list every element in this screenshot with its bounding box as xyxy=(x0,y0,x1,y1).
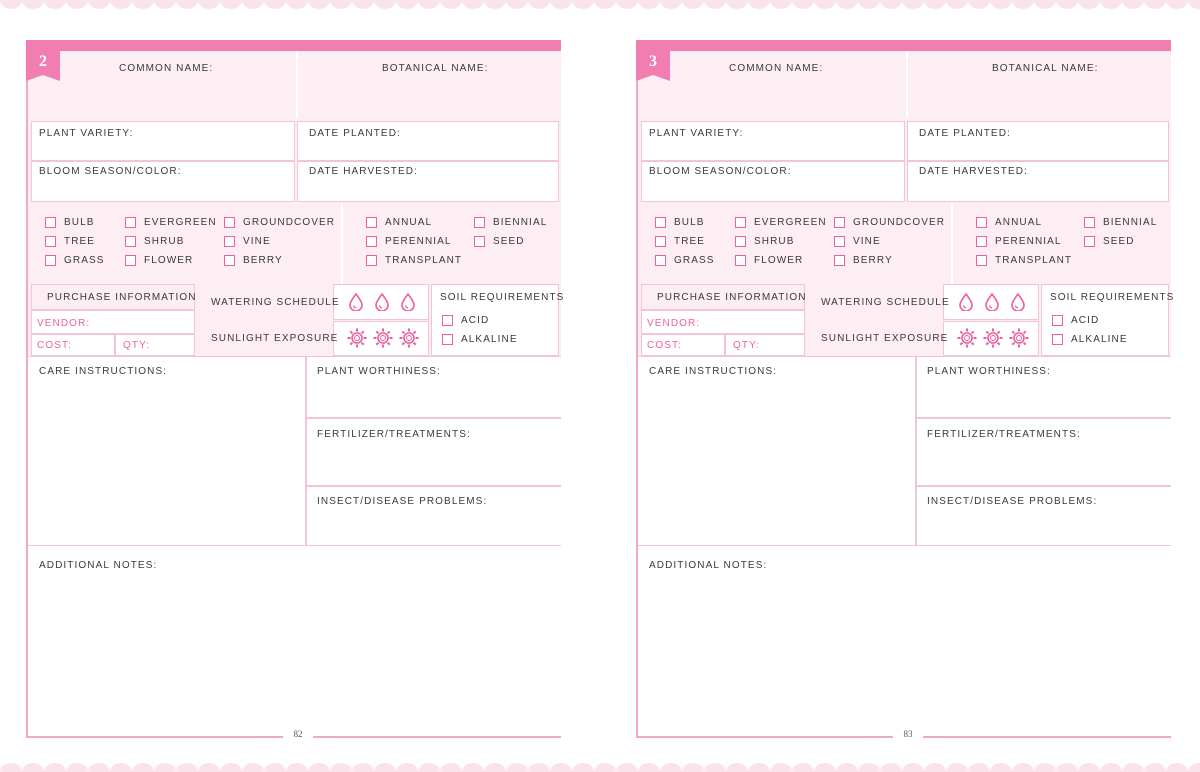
scallop-shape xyxy=(550,0,572,9)
checkbox-label-berry: BERRY xyxy=(853,255,893,266)
scallop-shape xyxy=(748,763,770,772)
botanical-name-label: BOTANICAL NAME: xyxy=(992,63,1099,74)
checkbox-label-biennial: BIENNIAL xyxy=(493,217,548,228)
scallop-shape xyxy=(792,763,814,772)
checkbox-flower[interactable] xyxy=(125,255,136,266)
cost-label: COST: xyxy=(37,340,72,351)
checkbox-shrub[interactable] xyxy=(125,236,136,247)
care-instructions-label: CARE INSTRUCTIONS: xyxy=(649,366,778,377)
scallop-shape xyxy=(1012,763,1034,772)
scallop-shape xyxy=(132,763,154,772)
checkbox-label-bulb: BULB xyxy=(64,217,95,228)
checkbox-label-grass: GRASS xyxy=(64,255,105,266)
insect-disease-field[interactable] xyxy=(916,486,1171,546)
checkbox-tree[interactable] xyxy=(655,236,666,247)
plant-worthiness-label: PLANT WORTHINESS: xyxy=(317,366,441,377)
scallop-shape xyxy=(396,763,418,772)
scallop-shape xyxy=(1056,763,1078,772)
scallop-shape xyxy=(1122,0,1144,9)
cost-label: COST: xyxy=(647,340,682,351)
entry-number: 3 xyxy=(649,53,657,70)
scallop-shape xyxy=(1100,763,1122,772)
additional-notes-label: ADDITIONAL NOTES: xyxy=(649,560,768,571)
water-drop-icon[interactable] xyxy=(1011,293,1025,316)
scallop-shape xyxy=(770,0,792,9)
checkbox-perennial[interactable] xyxy=(366,236,377,247)
checkbox-biennial[interactable] xyxy=(474,217,485,228)
scallop-shape xyxy=(726,0,748,9)
scallop-shape xyxy=(506,763,528,772)
date-planted-label: DATE PLANTED: xyxy=(919,128,1011,139)
sun-icon[interactable] xyxy=(983,328,1003,353)
water-drop-icon[interactable] xyxy=(349,293,363,316)
insect-disease-label: INSECT/DISEASE PROBLEMS: xyxy=(317,496,488,507)
scallop-shape xyxy=(748,0,770,9)
common-name-label: COMMON NAME: xyxy=(119,63,214,74)
qty-label: QTY: xyxy=(123,340,151,351)
scallop-shape xyxy=(66,763,88,772)
entry-number-badge xyxy=(636,51,670,83)
scallop-shape xyxy=(1012,0,1034,9)
checkbox-label-vine: VINE xyxy=(243,236,271,247)
checkbox-vine[interactable] xyxy=(834,236,845,247)
scallop-shape xyxy=(924,763,946,772)
sun-icon[interactable] xyxy=(347,328,367,353)
checkbox-grass[interactable] xyxy=(655,255,666,266)
scallop-shape xyxy=(462,0,484,9)
scallop-shape xyxy=(550,763,572,772)
plant-variety-field[interactable] xyxy=(641,121,905,161)
scallop-shape xyxy=(110,0,132,9)
checkbox-label-groundcover: GROUNDCOVER xyxy=(853,217,946,228)
scallop-shape xyxy=(176,763,198,772)
page-footer xyxy=(638,730,1173,742)
scallop-shape xyxy=(440,0,462,9)
acid-label: ACID xyxy=(1071,315,1100,326)
scallop-shape xyxy=(132,0,154,9)
vendor-label: VENDOR: xyxy=(37,318,91,329)
checkbox-shrub[interactable] xyxy=(735,236,746,247)
scallop-shape xyxy=(946,763,968,772)
scallop-shape xyxy=(704,0,726,9)
checkbox-grass[interactable] xyxy=(45,255,56,266)
scallop-shape xyxy=(110,763,132,772)
checkbox-label-groundcover: GROUNDCOVER xyxy=(243,217,336,228)
scallop-shape xyxy=(308,763,330,772)
checkbox-label-perennial: PERENNIAL xyxy=(385,236,452,247)
scallop-shape xyxy=(836,763,858,772)
checkbox-label-flower: FLOWER xyxy=(144,255,194,266)
checkbox-transplant[interactable] xyxy=(366,255,377,266)
scallop-shape xyxy=(1188,763,1200,772)
scallop-shape xyxy=(330,0,352,9)
scallop-shape xyxy=(682,0,704,9)
insect-disease-label: INSECT/DISEASE PROBLEMS: xyxy=(927,496,1098,507)
common-name-field[interactable] xyxy=(638,51,906,118)
date-planted-field[interactable] xyxy=(297,121,559,161)
scallop-shape xyxy=(22,0,44,9)
entry-number: 2 xyxy=(39,53,47,70)
checkbox-evergreen[interactable] xyxy=(735,217,746,228)
insect-disease-field[interactable] xyxy=(306,486,561,546)
checkbox-bulb[interactable] xyxy=(45,217,56,228)
scallop-shape xyxy=(1078,0,1100,9)
date-planted-label: DATE PLANTED: xyxy=(309,128,401,139)
care-instructions-field[interactable] xyxy=(28,356,306,546)
scallop-shape xyxy=(220,763,242,772)
scallop-shape xyxy=(990,0,1012,9)
scallop-shape xyxy=(572,763,594,772)
scallop-shape xyxy=(1056,0,1078,9)
checkbox-label-shrub: SHRUB xyxy=(754,236,795,247)
botanical-name-field[interactable] xyxy=(296,51,561,118)
checkbox-berry[interactable] xyxy=(834,255,845,266)
scallop-shape xyxy=(484,0,506,9)
scallop-shape xyxy=(814,763,836,772)
checkbox-label-evergreen: EVERGREEN xyxy=(754,217,827,228)
scallop-shape xyxy=(22,763,44,772)
checkbox-label-seed: SEED xyxy=(1103,236,1135,247)
plant-variety-field[interactable] xyxy=(31,121,295,161)
checkbox-label-evergreen: EVERGREEN xyxy=(144,217,217,228)
fertilizer-label: FERTILIZER/TREATMENTS: xyxy=(927,429,1081,440)
top-scallop-border xyxy=(0,0,1200,12)
scallop-shape xyxy=(660,763,682,772)
acid-checkbox[interactable] xyxy=(442,315,453,326)
scallop-shape xyxy=(418,763,440,772)
checkbox-groundcover[interactable] xyxy=(224,217,235,228)
scallop-shape xyxy=(462,763,484,772)
checkbox-vine[interactable] xyxy=(224,236,235,247)
scallop-shape xyxy=(638,763,660,772)
scallop-shape xyxy=(506,0,528,9)
checkbox-label-tree: TREE xyxy=(64,236,96,247)
botanical-name-field[interactable] xyxy=(906,51,1171,118)
acid-label: ACID xyxy=(461,315,490,326)
scallop-shape xyxy=(242,763,264,772)
page-number: 83 xyxy=(893,729,923,739)
scallop-shape xyxy=(528,0,550,9)
checkbox-flower[interactable] xyxy=(735,255,746,266)
scallop-shape xyxy=(484,763,506,772)
scallop-shape xyxy=(1144,763,1166,772)
additional-notes-field[interactable] xyxy=(638,546,1171,736)
scallop-shape xyxy=(990,763,1012,772)
page-footer xyxy=(28,730,563,742)
scallop-shape xyxy=(858,0,880,9)
scallop-shape xyxy=(220,0,242,9)
scallop-shape xyxy=(836,0,858,9)
scallop-shape xyxy=(638,0,660,9)
alkaline-label: ALKALINE xyxy=(461,334,518,345)
checkbox-label-flower: FLOWER xyxy=(754,255,804,266)
entry-number-badge xyxy=(26,51,60,83)
date-harvested-label: DATE HARVESTED: xyxy=(309,166,418,177)
checkbox-biennial[interactable] xyxy=(1084,217,1095,228)
checkbox-label-vine: VINE xyxy=(853,236,881,247)
scallop-shape xyxy=(176,0,198,9)
scallop-shape xyxy=(770,763,792,772)
scallop-shape xyxy=(704,763,726,772)
checkbox-evergreen[interactable] xyxy=(125,217,136,228)
date-harvested-label: DATE HARVESTED: xyxy=(919,166,1028,177)
checkbox-seed[interactable] xyxy=(474,236,485,247)
common-name-label: COMMON NAME: xyxy=(729,63,824,74)
soil-requirements-label: SOIL REQUIREMENTS xyxy=(1050,292,1175,303)
checkbox-label-tree: TREE xyxy=(674,236,706,247)
scallop-shape xyxy=(286,763,308,772)
purchase-info-label: PURCHASE INFORMATION xyxy=(657,292,807,303)
scallop-shape xyxy=(814,0,836,9)
scallop-shape xyxy=(1122,763,1144,772)
scallop-shape xyxy=(352,763,374,772)
soil-requirements-label: SOIL REQUIREMENTS xyxy=(440,292,565,303)
page-header-bar xyxy=(636,40,1171,51)
scallop-shape xyxy=(924,0,946,9)
scallop-shape xyxy=(726,763,748,772)
checkbox-seed[interactable] xyxy=(1084,236,1095,247)
plant-worthiness-label: PLANT WORTHINESS: xyxy=(927,366,1051,377)
scallop-shape xyxy=(880,763,902,772)
plant-variety-label: PLANT VARIETY: xyxy=(649,128,744,139)
scallop-shape xyxy=(572,0,594,9)
checkbox-perennial[interactable] xyxy=(976,236,987,247)
checkbox-label-grass: GRASS xyxy=(674,255,715,266)
acid-checkbox[interactable] xyxy=(1052,315,1063,326)
scallop-shape xyxy=(594,0,616,9)
scallop-shape xyxy=(1144,0,1166,9)
journal-page-83 xyxy=(636,40,1175,739)
checkbox-label-seed: SEED xyxy=(493,236,525,247)
page-header-bar xyxy=(26,40,561,51)
checkbox-label-biennial: BIENNIAL xyxy=(1103,217,1158,228)
checkbox-label-perennial: PERENNIAL xyxy=(995,236,1062,247)
scallop-shape xyxy=(88,0,110,9)
scallop-shape xyxy=(682,763,704,772)
scallop-shape xyxy=(308,0,330,9)
checkbox-bulb[interactable] xyxy=(655,217,666,228)
scallop-shape xyxy=(968,0,990,9)
watering-schedule-label: WATERING SCHEDULE xyxy=(211,297,340,308)
scallop-shape xyxy=(1078,763,1100,772)
scallop-shape xyxy=(0,0,22,9)
scallop-shape xyxy=(946,0,968,9)
scallop-shape xyxy=(1100,0,1122,9)
sun-icon[interactable] xyxy=(373,328,393,353)
vendor-label: VENDOR: xyxy=(647,318,701,329)
scallop-shape xyxy=(198,763,220,772)
scallop-shape xyxy=(902,0,924,9)
page-number: 82 xyxy=(283,729,313,739)
scallop-shape xyxy=(792,0,814,9)
section-divider xyxy=(951,204,953,284)
date-planted-field[interactable] xyxy=(907,121,1169,161)
section-divider xyxy=(341,204,343,284)
scallop-shape xyxy=(88,763,110,772)
sun-icon[interactable] xyxy=(1009,328,1029,353)
scallop-shape xyxy=(374,763,396,772)
scallop-shape xyxy=(902,763,924,772)
scallop-shape xyxy=(352,0,374,9)
scallop-shape xyxy=(1166,0,1188,9)
checkbox-label-bulb: BULB xyxy=(674,217,705,228)
water-drop-icon[interactable] xyxy=(375,293,389,316)
checkbox-berry[interactable] xyxy=(224,255,235,266)
scallop-shape xyxy=(594,763,616,772)
scallop-shape xyxy=(264,0,286,9)
additional-notes-label: ADDITIONAL NOTES: xyxy=(39,560,158,571)
bloom-season-label: BLOOM SEASON/COLOR: xyxy=(39,166,182,177)
alkaline-checkbox[interactable] xyxy=(442,334,453,345)
bloom-season-label: BLOOM SEASON/COLOR: xyxy=(649,166,792,177)
alkaline-label: ALKALINE xyxy=(1071,334,1128,345)
scallop-shape xyxy=(154,0,176,9)
scallop-shape xyxy=(660,0,682,9)
purchase-info-label: PURCHASE INFORMATION xyxy=(47,292,197,303)
scallop-shape xyxy=(880,0,902,9)
scallop-shape xyxy=(418,0,440,9)
scallop-shape xyxy=(1188,0,1200,9)
watering-schedule-label: WATERING SCHEDULE xyxy=(821,297,950,308)
scallop-shape xyxy=(1034,763,1056,772)
bottom-scallop-border xyxy=(0,760,1200,772)
scallop-shape xyxy=(44,0,66,9)
checkbox-transplant[interactable] xyxy=(976,255,987,266)
care-instructions-field[interactable] xyxy=(638,356,916,546)
scallop-shape xyxy=(1034,0,1056,9)
sun-icon[interactable] xyxy=(399,328,419,353)
checkbox-annual[interactable] xyxy=(976,217,987,228)
scallop-shape xyxy=(330,763,352,772)
scallop-shape xyxy=(968,763,990,772)
additional-notes-field[interactable] xyxy=(28,546,561,736)
plant-variety-label: PLANT VARIETY: xyxy=(39,128,134,139)
checkbox-label-transplant: TRANSPLANT xyxy=(995,255,1073,266)
qty-label: QTY: xyxy=(733,340,761,351)
care-instructions-label: CARE INSTRUCTIONS: xyxy=(39,366,168,377)
fertilizer-label: FERTILIZER/TREATMENTS: xyxy=(317,429,471,440)
sunlight-exposure-label: SUNLIGHT EXPOSURE xyxy=(211,333,339,344)
scallop-shape xyxy=(616,0,638,9)
water-drop-icon[interactable] xyxy=(401,293,415,316)
journal-page-82 xyxy=(26,40,565,739)
sunlight-exposure-label: SUNLIGHT EXPOSURE xyxy=(821,333,949,344)
scallop-shape xyxy=(242,0,264,9)
scallop-shape xyxy=(66,0,88,9)
checkbox-label-berry: BERRY xyxy=(243,255,283,266)
checkbox-tree[interactable] xyxy=(45,236,56,247)
scallop-shape xyxy=(0,763,22,772)
checkbox-label-annual: ANNUAL xyxy=(995,217,1043,228)
checkbox-label-transplant: TRANSPLANT xyxy=(385,255,463,266)
water-drop-icon[interactable] xyxy=(959,293,973,316)
scallop-shape xyxy=(44,763,66,772)
scallop-shape xyxy=(528,763,550,772)
botanical-name-label: BOTANICAL NAME: xyxy=(382,63,489,74)
scallop-shape xyxy=(198,0,220,9)
scallop-shape xyxy=(396,0,418,9)
alkaline-checkbox[interactable] xyxy=(1052,334,1063,345)
water-drop-icon[interactable] xyxy=(985,293,999,316)
checkbox-label-annual: ANNUAL xyxy=(385,217,433,228)
scallop-shape xyxy=(858,763,880,772)
checkbox-label-shrub: SHRUB xyxy=(144,236,185,247)
scallop-shape xyxy=(440,763,462,772)
scallop-shape xyxy=(1166,763,1188,772)
scallop-shape xyxy=(264,763,286,772)
scallop-shape xyxy=(374,0,396,9)
sun-icon[interactable] xyxy=(957,328,977,353)
common-name-field[interactable] xyxy=(28,51,296,118)
scallop-shape xyxy=(154,763,176,772)
checkbox-annual[interactable] xyxy=(366,217,377,228)
scallop-shape xyxy=(616,763,638,772)
scallop-shape xyxy=(286,0,308,9)
checkbox-groundcover[interactable] xyxy=(834,217,845,228)
